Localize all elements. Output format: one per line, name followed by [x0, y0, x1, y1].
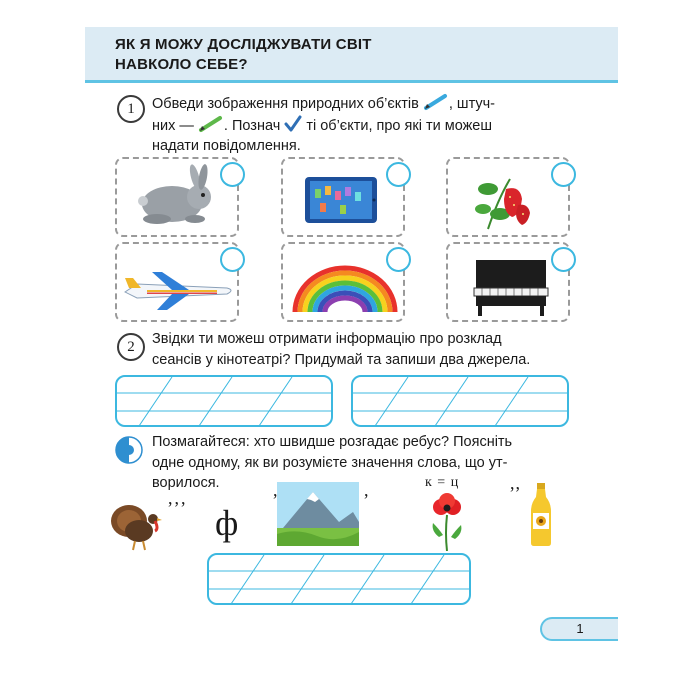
task-1-line2b: . Познач	[223, 117, 281, 134]
task-1-line1a: Обведи зображення природних об’єктів	[152, 96, 419, 112]
mark-circle[interactable]	[220, 162, 245, 187]
mark-circle[interactable]	[551, 162, 576, 187]
task-3-line2: одне одному, як ви розумієте значення слова, що ут-	[152, 454, 508, 471]
rebus-commas-turkey: ,,,	[168, 488, 188, 508]
mark-circle[interactable]	[386, 247, 411, 272]
task-2-text	[152, 329, 612, 370]
card-rabbit[interactable]	[115, 157, 239, 237]
page-title: ЯК Я МОЖУ ДОСЛІДЖУВАТИ СВІТ НАВКОЛО СЕБЕ?	[115, 36, 372, 73]
task-1-text	[152, 93, 612, 157]
pair-work-icon	[115, 436, 143, 464]
answer-box-2[interactable]	[351, 375, 569, 427]
page-number: 1	[540, 617, 618, 641]
turkey-icon	[109, 497, 165, 553]
checkmark-icon	[284, 115, 302, 133]
task-1-line2c: ті об’єкти, про які ти можеш	[306, 117, 493, 134]
card-rainbow[interactable]	[281, 242, 405, 322]
task-3-line3: ворилося.	[152, 475, 220, 491]
task-1-number: 1	[117, 95, 145, 123]
workbook-page	[85, 27, 618, 675]
rebus-comma-mountain: ,	[273, 480, 278, 500]
task-2-number: 2	[117, 333, 145, 361]
mark-circle[interactable]	[386, 162, 411, 187]
rebus-letter: ф	[215, 503, 239, 543]
section-header	[85, 27, 618, 83]
poppy-icon	[427, 493, 467, 551]
rebus-commas-oil: ,,	[510, 473, 521, 493]
rebus-comma-mountain-right: ,	[364, 480, 369, 500]
card-piano[interactable]	[446, 242, 570, 322]
task-1-line3: надати повідомлення.	[152, 138, 301, 154]
mark-circle[interactable]	[551, 247, 576, 272]
card-airplane[interactable]	[115, 242, 239, 322]
rebus-substitution: к = ц	[425, 475, 460, 490]
writing-lines	[353, 377, 569, 427]
mark-circle[interactable]	[220, 247, 245, 272]
green-pencil-icon	[198, 115, 224, 133]
rebus-answer-box[interactable]	[207, 553, 471, 605]
task-3-line1: Позмагайтеся: хто швидше розгадає ребус? Поясніть	[152, 434, 513, 450]
answer-box-1[interactable]	[115, 375, 333, 427]
task-2-line1: Звідки ти можеш отримати інформацію про розклад	[152, 331, 502, 347]
oil-bottle-icon	[529, 483, 553, 547]
task-1-line2a: них —	[152, 117, 194, 134]
task-2-line2: сеансів у кінотеатрі? Придумай та запиши два джерела.	[152, 351, 531, 368]
writing-lines	[117, 377, 333, 427]
task-1-line1b: , штуч-	[448, 96, 496, 112]
card-strawberry[interactable]	[446, 157, 570, 237]
blue-pencil-icon	[423, 93, 449, 111]
card-tablet[interactable]	[281, 157, 405, 237]
writing-lines	[209, 555, 471, 605]
mountain-icon	[277, 482, 359, 546]
